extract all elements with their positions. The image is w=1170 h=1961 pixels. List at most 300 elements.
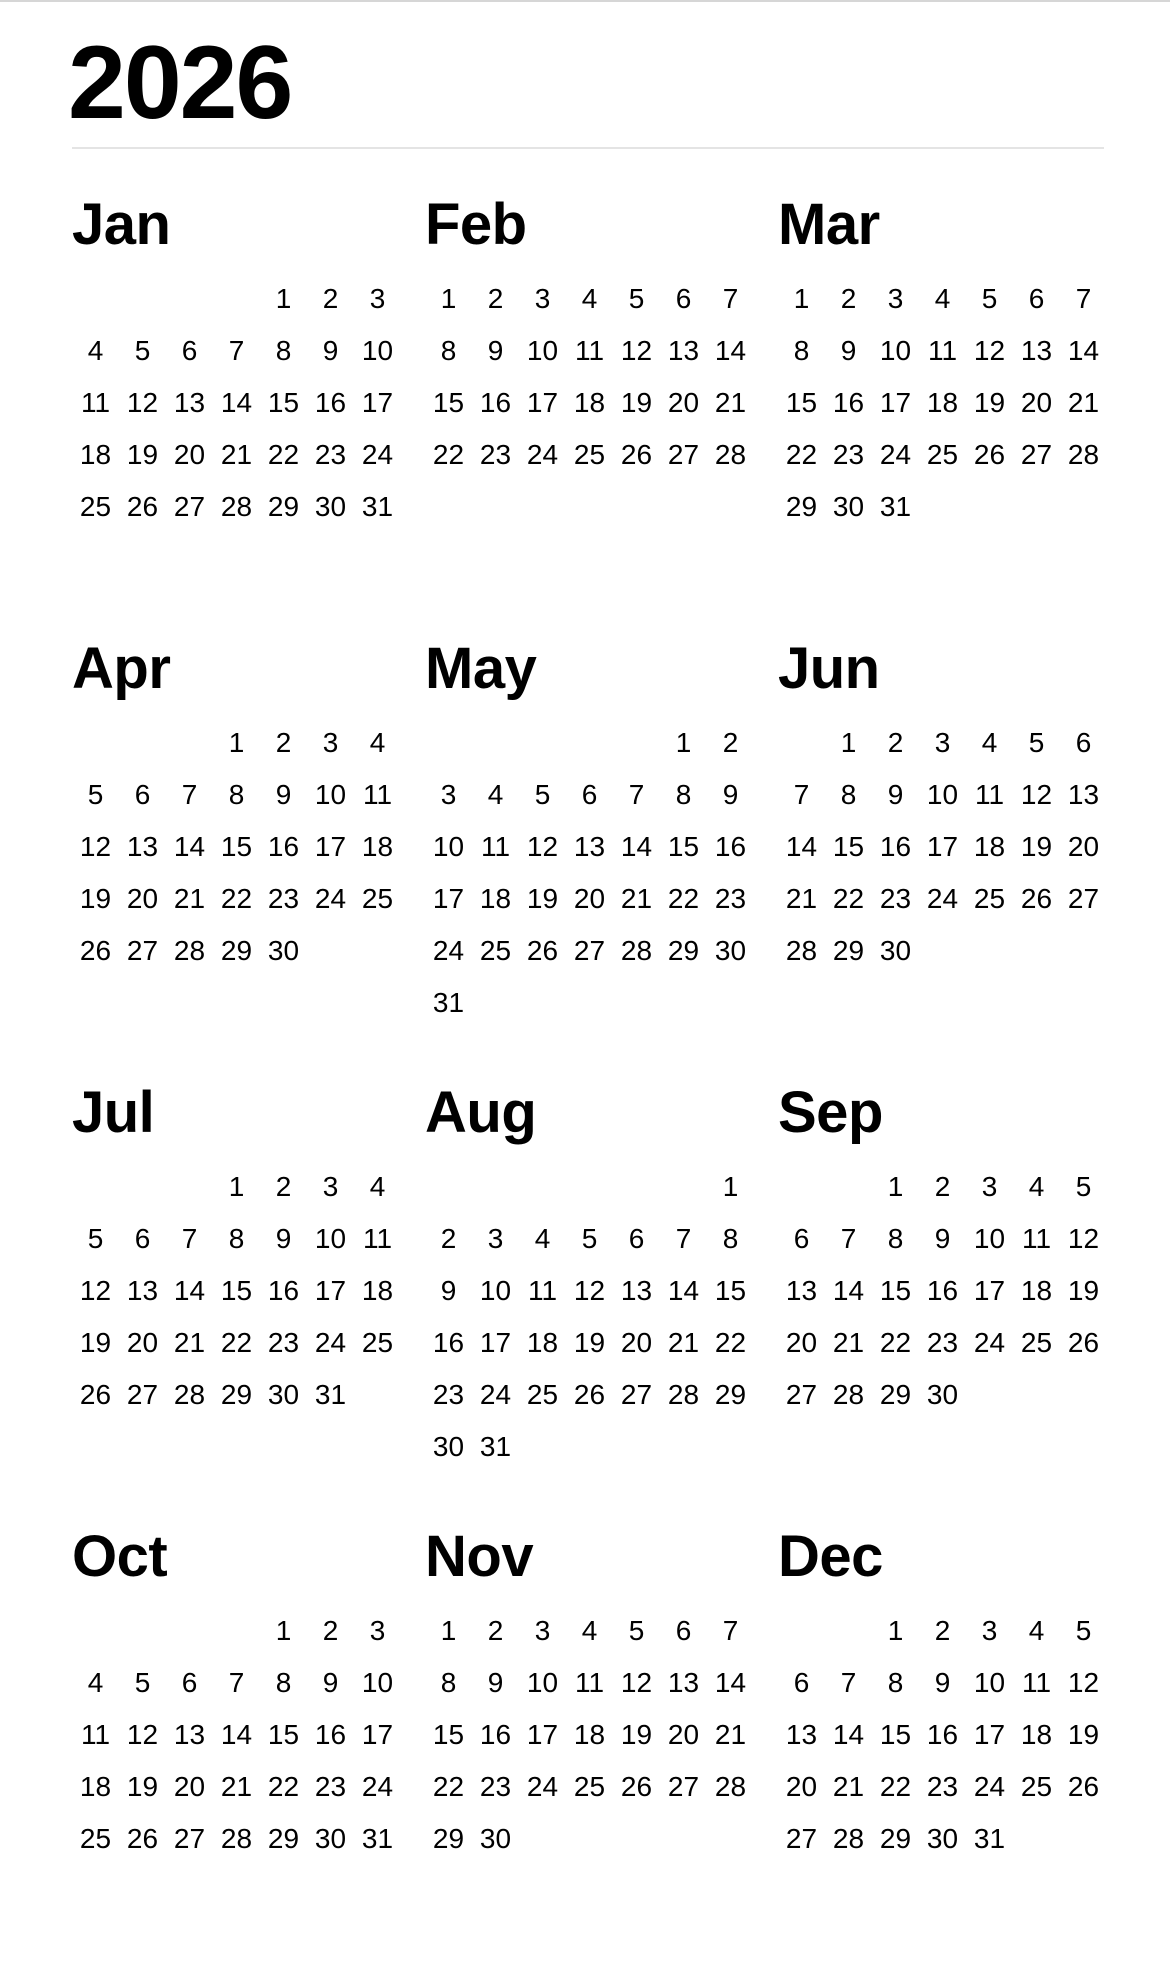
day-cell[interactable]: 30 (267, 1379, 300, 1410)
day-cell[interactable]: 8 (887, 1223, 904, 1254)
day-cell[interactable]: 24 (526, 439, 559, 470)
day-cell[interactable]: 6 (793, 1667, 810, 1698)
day-cell[interactable]: 6 (675, 1615, 692, 1646)
day-cell[interactable]: 30 (432, 1431, 465, 1462)
day-cell[interactable]: 13 (785, 1719, 818, 1750)
day-cell[interactable]: 30 (479, 1823, 512, 1854)
day-cell[interactable]: 22 (432, 439, 465, 470)
day-cell[interactable]: 23 (432, 1379, 465, 1410)
day-cell[interactable]: 15 (432, 387, 465, 418)
day-cell[interactable]: 9 (487, 335, 504, 366)
day-cell[interactable]: 23 (714, 883, 747, 914)
day-cell[interactable]: 29 (785, 491, 818, 522)
day-cell[interactable]: 5 (1028, 727, 1045, 758)
day-cell[interactable]: 5 (628, 283, 645, 314)
day-cell[interactable]: 19 (79, 883, 112, 914)
day-cell[interactable]: 20 (173, 439, 206, 470)
day-cell[interactable]: 26 (126, 491, 159, 522)
day-cell[interactable]: 7 (722, 1615, 739, 1646)
day-cell[interactable]: 29 (667, 935, 700, 966)
day-cell[interactable]: 24 (314, 883, 347, 914)
day-cell[interactable]: 20 (785, 1771, 818, 1802)
day-cell[interactable]: 2 (487, 283, 504, 314)
day-cell[interactable]: 8 (275, 1667, 292, 1698)
day-cell[interactable]: 24 (361, 439, 394, 470)
day-cell[interactable]: 20 (126, 883, 159, 914)
day-cell[interactable]: 3 (322, 727, 339, 758)
day-cell[interactable]: 22 (879, 1771, 912, 1802)
day-cell[interactable]: 21 (1067, 387, 1100, 418)
day-cell[interactable]: 16 (432, 1327, 465, 1358)
day-cell[interactable]: 17 (314, 1275, 347, 1306)
day-cell[interactable]: 5 (1075, 1171, 1092, 1202)
day-cell[interactable]: 6 (628, 1223, 645, 1254)
day-cell[interactable]: 12 (973, 335, 1006, 366)
day-cell[interactable]: 27 (785, 1823, 818, 1854)
day-cell[interactable]: 18 (1020, 1719, 1053, 1750)
month-may[interactable] (425, 629, 778, 1073)
day-cell[interactable]: 22 (832, 883, 865, 914)
day-cell[interactable]: 1 (722, 1171, 739, 1202)
day-cell[interactable]: 3 (534, 1615, 551, 1646)
day-cell[interactable]: 26 (1020, 883, 1053, 914)
day-cell[interactable]: 29 (267, 1823, 300, 1854)
day-cell[interactable]: 26 (973, 439, 1006, 470)
day-cell[interactable]: 25 (1020, 1771, 1053, 1802)
day-cell[interactable]: 9 (487, 1667, 504, 1698)
day-cell[interactable]: 22 (667, 883, 700, 914)
day-cell[interactable]: 19 (126, 439, 159, 470)
day-cell[interactable]: 3 (440, 779, 457, 810)
day-cell[interactable]: 6 (793, 1223, 810, 1254)
day-cell[interactable]: 11 (1021, 1667, 1052, 1698)
day-cell[interactable]: 21 (785, 883, 818, 914)
day-cell[interactable]: 4 (1028, 1171, 1045, 1202)
day-cell[interactable]: 11 (480, 831, 511, 862)
day-cell[interactable]: 15 (220, 831, 253, 862)
day-cell[interactable]: 19 (126, 1771, 159, 1802)
day-cell[interactable]: 27 (667, 1771, 700, 1802)
day-cell[interactable]: 19 (526, 883, 559, 914)
day-cell[interactable]: 29 (879, 1823, 912, 1854)
day-cell[interactable]: 12 (573, 1275, 606, 1306)
day-cell[interactable]: 19 (1020, 831, 1053, 862)
day-cell[interactable]: 18 (973, 831, 1006, 862)
day-cell[interactable]: 8 (840, 779, 857, 810)
day-cell[interactable]: 15 (220, 1275, 253, 1306)
day-cell[interactable]: 25 (573, 439, 606, 470)
day-cell[interactable]: 2 (934, 1615, 951, 1646)
day-cell[interactable]: 23 (926, 1771, 959, 1802)
day-cell[interactable]: 23 (267, 1327, 300, 1358)
day-cell[interactable]: 21 (714, 1719, 747, 1750)
day-cell[interactable]: 17 (479, 1327, 512, 1358)
day-cell[interactable]: 13 (667, 1667, 700, 1698)
day-cell[interactable]: 24 (526, 1771, 559, 1802)
day-cell[interactable]: 9 (887, 779, 904, 810)
day-cell[interactable]: 20 (667, 387, 700, 418)
day-cell[interactable]: 8 (793, 335, 810, 366)
day-cell[interactable]: 14 (785, 831, 818, 862)
day-cell[interactable]: 15 (879, 1719, 912, 1750)
day-cell[interactable]: 12 (79, 1275, 112, 1306)
day-cell[interactable]: 26 (620, 1771, 653, 1802)
day-cell[interactable]: 16 (267, 831, 300, 862)
day-cell[interactable]: 16 (926, 1275, 959, 1306)
day-cell[interactable]: 7 (628, 779, 645, 810)
day-cell[interactable]: 5 (1075, 1615, 1092, 1646)
day-cell[interactable]: 3 (369, 283, 386, 314)
day-cell[interactable]: 4 (87, 335, 104, 366)
day-cell[interactable]: 16 (832, 387, 865, 418)
day-cell[interactable]: 19 (620, 1719, 653, 1750)
day-cell[interactable]: 21 (220, 439, 253, 470)
day-cell[interactable]: 13 (126, 1275, 159, 1306)
day-cell[interactable]: 19 (973, 387, 1006, 418)
day-cell[interactable]: 14 (620, 831, 653, 862)
month-jan[interactable] (72, 185, 425, 629)
day-cell[interactable]: 13 (785, 1275, 818, 1306)
day-cell[interactable]: 21 (667, 1327, 700, 1358)
day-cell[interactable]: 28 (620, 935, 653, 966)
day-cell[interactable]: 28 (832, 1379, 865, 1410)
day-cell[interactable]: 10 (973, 1223, 1006, 1254)
day-cell[interactable]: 5 (628, 1615, 645, 1646)
day-cell[interactable]: 7 (181, 779, 198, 810)
day-cell[interactable]: 28 (714, 1771, 747, 1802)
day-cell[interactable]: 17 (432, 883, 465, 914)
day-cell[interactable]: 25 (361, 883, 394, 914)
day-cell[interactable]: 2 (887, 727, 904, 758)
day-cell[interactable]: 30 (879, 935, 912, 966)
day-cell[interactable]: 1 (840, 727, 857, 758)
day-cell[interactable]: 10 (361, 335, 394, 366)
day-cell[interactable]: 24 (926, 883, 959, 914)
day-cell[interactable]: 23 (314, 439, 347, 470)
day-cell[interactable]: 4 (369, 1171, 386, 1202)
day-cell[interactable]: 7 (228, 335, 245, 366)
month-oct[interactable] (72, 1517, 425, 1961)
day-cell[interactable]: 23 (479, 1771, 512, 1802)
day-cell[interactable]: 15 (714, 1275, 747, 1306)
day-cell[interactable]: 3 (981, 1615, 998, 1646)
day-cell[interactable]: 18 (926, 387, 959, 418)
day-cell[interactable]: 16 (479, 1719, 512, 1750)
day-cell[interactable]: 6 (1075, 727, 1092, 758)
day-cell[interactable]: 22 (714, 1327, 747, 1358)
day-cell[interactable]: 6 (1028, 283, 1045, 314)
day-cell[interactable]: 18 (573, 387, 606, 418)
day-cell[interactable]: 10 (432, 831, 465, 862)
day-cell[interactable]: 13 (1067, 779, 1100, 810)
day-cell[interactable]: 28 (1067, 439, 1100, 470)
day-cell[interactable]: 31 (314, 1379, 347, 1410)
day-cell[interactable]: 26 (526, 935, 559, 966)
day-cell[interactable]: 30 (314, 1823, 347, 1854)
day-cell[interactable]: 21 (832, 1771, 865, 1802)
day-cell[interactable]: 24 (432, 935, 465, 966)
month-feb[interactable] (425, 185, 778, 629)
day-cell[interactable]: 10 (479, 1275, 512, 1306)
day-cell[interactable]: 12 (126, 387, 159, 418)
day-cell[interactable]: 15 (267, 1719, 300, 1750)
day-cell[interactable]: 25 (573, 1771, 606, 1802)
day-cell[interactable]: 11 (80, 1719, 111, 1750)
day-cell[interactable]: 13 (173, 387, 206, 418)
day-cell[interactable]: 16 (879, 831, 912, 862)
day-cell[interactable]: 23 (879, 883, 912, 914)
day-cell[interactable]: 3 (487, 1223, 504, 1254)
day-cell[interactable]: 23 (832, 439, 865, 470)
day-cell[interactable]: 9 (275, 779, 292, 810)
month-nov[interactable] (425, 1517, 778, 1961)
day-cell[interactable]: 17 (926, 831, 959, 862)
day-cell[interactable]: 15 (832, 831, 865, 862)
day-cell[interactable]: 2 (440, 1223, 457, 1254)
day-cell[interactable]: 11 (80, 387, 111, 418)
day-cell[interactable]: 24 (479, 1379, 512, 1410)
day-cell[interactable]: 1 (793, 283, 810, 314)
day-cell[interactable]: 8 (228, 1223, 245, 1254)
day-cell[interactable]: 1 (440, 283, 457, 314)
day-cell[interactable]: 6 (181, 335, 198, 366)
day-cell[interactable]: 9 (934, 1667, 951, 1698)
day-cell[interactable]: 27 (573, 935, 606, 966)
day-cell[interactable]: 23 (314, 1771, 347, 1802)
day-cell[interactable]: 17 (361, 387, 394, 418)
day-cell[interactable]: 29 (220, 1379, 253, 1410)
day-cell[interactable]: 15 (267, 387, 300, 418)
day-cell[interactable]: 23 (267, 883, 300, 914)
day-cell[interactable]: 4 (1028, 1615, 1045, 1646)
day-cell[interactable]: 21 (620, 883, 653, 914)
day-cell[interactable]: 11 (362, 779, 393, 810)
day-cell[interactable]: 18 (361, 1275, 394, 1306)
month-jul[interactable] (72, 1073, 425, 1517)
day-cell[interactable]: 7 (840, 1223, 857, 1254)
day-cell[interactable]: 18 (79, 439, 112, 470)
day-cell[interactable]: 2 (487, 1615, 504, 1646)
day-cell[interactable]: 17 (973, 1719, 1006, 1750)
day-cell[interactable]: 18 (526, 1327, 559, 1358)
day-cell[interactable]: 15 (785, 387, 818, 418)
day-cell[interactable]: 11 (574, 1667, 605, 1698)
day-cell[interactable]: 29 (432, 1823, 465, 1854)
day-cell[interactable]: 2 (322, 1615, 339, 1646)
day-cell[interactable]: 1 (440, 1615, 457, 1646)
day-cell[interactable]: 6 (134, 1223, 151, 1254)
day-cell[interactable]: 8 (887, 1667, 904, 1698)
day-cell[interactable]: 9 (722, 779, 739, 810)
day-cell[interactable]: 10 (973, 1667, 1006, 1698)
day-cell[interactable]: 26 (620, 439, 653, 470)
day-cell[interactable]: 12 (1067, 1223, 1100, 1254)
day-cell[interactable]: 14 (714, 335, 747, 366)
month-aug[interactable] (425, 1073, 778, 1517)
day-cell[interactable]: 28 (785, 935, 818, 966)
day-cell[interactable]: 18 (79, 1771, 112, 1802)
day-cell[interactable]: 27 (126, 935, 159, 966)
day-cell[interactable]: 29 (267, 491, 300, 522)
day-cell[interactable]: 13 (573, 831, 606, 862)
day-cell[interactable]: 10 (526, 335, 559, 366)
month-dec[interactable] (778, 1517, 1131, 1961)
day-cell[interactable]: 17 (314, 831, 347, 862)
day-cell[interactable]: 19 (1067, 1275, 1100, 1306)
day-cell[interactable]: 26 (1067, 1771, 1100, 1802)
day-cell[interactable]: 10 (526, 1667, 559, 1698)
day-cell[interactable]: 14 (220, 387, 253, 418)
day-cell[interactable]: 31 (432, 987, 465, 1018)
day-cell[interactable]: 20 (1067, 831, 1100, 862)
month-apr[interactable] (72, 629, 425, 1073)
day-cell[interactable]: 16 (714, 831, 747, 862)
day-cell[interactable]: 16 (267, 1275, 300, 1306)
day-cell[interactable]: 10 (361, 1667, 394, 1698)
day-cell[interactable]: 25 (479, 935, 512, 966)
day-cell[interactable]: 18 (573, 1719, 606, 1750)
day-cell[interactable]: 13 (126, 831, 159, 862)
day-cell[interactable]: 2 (275, 1171, 292, 1202)
day-cell[interactable]: 1 (887, 1615, 904, 1646)
day-cell[interactable]: 17 (973, 1275, 1006, 1306)
day-cell[interactable]: 22 (220, 883, 253, 914)
day-cell[interactable]: 22 (785, 439, 818, 470)
day-cell[interactable]: 24 (973, 1771, 1006, 1802)
day-cell[interactable]: 19 (573, 1327, 606, 1358)
day-cell[interactable]: 30 (832, 491, 865, 522)
day-cell[interactable]: 14 (1067, 335, 1100, 366)
day-cell[interactable]: 5 (87, 779, 104, 810)
month-mar[interactable] (778, 185, 1131, 629)
day-cell[interactable]: 7 (793, 779, 810, 810)
day-cell[interactable]: 29 (714, 1379, 747, 1410)
day-cell[interactable]: 1 (228, 1171, 245, 1202)
day-cell[interactable]: 4 (534, 1223, 551, 1254)
day-cell[interactable]: 7 (181, 1223, 198, 1254)
month-sep[interactable] (778, 1073, 1131, 1517)
day-cell[interactable]: 31 (879, 491, 912, 522)
day-cell[interactable]: 12 (126, 1719, 159, 1750)
day-cell[interactable]: 2 (840, 283, 857, 314)
day-cell[interactable]: 12 (526, 831, 559, 862)
day-cell[interactable]: 9 (934, 1223, 951, 1254)
day-cell[interactable]: 25 (926, 439, 959, 470)
day-cell[interactable]: 9 (840, 335, 857, 366)
day-cell[interactable]: 8 (440, 1667, 457, 1698)
day-cell[interactable]: 20 (785, 1327, 818, 1358)
day-cell[interactable]: 26 (79, 935, 112, 966)
day-cell[interactable]: 16 (314, 1719, 347, 1750)
day-cell[interactable]: 11 (574, 335, 605, 366)
day-cell[interactable]: 14 (667, 1275, 700, 1306)
day-cell[interactable]: 9 (275, 1223, 292, 1254)
day-cell[interactable]: 3 (534, 283, 551, 314)
day-cell[interactable]: 7 (722, 283, 739, 314)
day-cell[interactable]: 10 (926, 779, 959, 810)
day-cell[interactable]: 3 (981, 1171, 998, 1202)
day-cell[interactable]: 29 (832, 935, 865, 966)
day-cell[interactable]: 27 (173, 491, 206, 522)
day-cell[interactable]: 26 (573, 1379, 606, 1410)
day-cell[interactable]: 19 (1067, 1719, 1100, 1750)
day-cell[interactable]: 14 (173, 831, 206, 862)
day-cell[interactable]: 3 (934, 727, 951, 758)
day-cell[interactable]: 22 (879, 1327, 912, 1358)
day-cell[interactable]: 22 (267, 439, 300, 470)
day-cell[interactable]: 22 (220, 1327, 253, 1358)
day-cell[interactable]: 6 (581, 779, 598, 810)
day-cell[interactable]: 13 (173, 1719, 206, 1750)
day-cell[interactable]: 26 (79, 1379, 112, 1410)
day-cell[interactable]: 22 (267, 1771, 300, 1802)
day-cell[interactable]: 14 (173, 1275, 206, 1306)
day-cell[interactable]: 4 (581, 1615, 598, 1646)
day-cell[interactable]: 10 (314, 779, 347, 810)
day-cell[interactable]: 17 (526, 1719, 559, 1750)
day-cell[interactable]: 9 (440, 1275, 457, 1306)
day-cell[interactable]: 7 (1075, 283, 1092, 314)
day-cell[interactable]: 21 (173, 1327, 206, 1358)
day-cell[interactable]: 14 (714, 1667, 747, 1698)
day-cell[interactable]: 1 (887, 1171, 904, 1202)
day-cell[interactable]: 16 (314, 387, 347, 418)
day-cell[interactable]: 10 (879, 335, 912, 366)
day-cell[interactable]: 5 (534, 779, 551, 810)
day-cell[interactable]: 4 (581, 283, 598, 314)
day-cell[interactable]: 20 (126, 1327, 159, 1358)
day-cell[interactable]: 1 (228, 727, 245, 758)
day-cell[interactable]: 26 (126, 1823, 159, 1854)
day-cell[interactable]: 17 (361, 1719, 394, 1750)
day-cell[interactable]: 25 (361, 1327, 394, 1358)
day-cell[interactable]: 9 (322, 335, 339, 366)
month-jun[interactable] (778, 629, 1131, 1073)
day-cell[interactable]: 3 (369, 1615, 386, 1646)
day-cell[interactable]: 1 (675, 727, 692, 758)
day-cell[interactable]: 3 (322, 1171, 339, 1202)
day-cell[interactable]: 8 (228, 779, 245, 810)
day-cell[interactable]: 28 (173, 1379, 206, 1410)
day-cell[interactable]: 8 (722, 1223, 739, 1254)
day-cell[interactable]: 14 (220, 1719, 253, 1750)
day-cell[interactable]: 17 (526, 387, 559, 418)
day-cell[interactable]: 2 (275, 727, 292, 758)
day-cell[interactable]: 23 (926, 1327, 959, 1358)
day-cell[interactable]: 10 (314, 1223, 347, 1254)
day-cell[interactable]: 24 (314, 1327, 347, 1358)
day-cell[interactable]: 11 (927, 335, 958, 366)
day-cell[interactable]: 12 (620, 1667, 653, 1698)
day-cell[interactable]: 8 (675, 779, 692, 810)
day-cell[interactable]: 12 (1067, 1667, 1100, 1698)
day-cell[interactable]: 15 (879, 1275, 912, 1306)
day-cell[interactable]: 21 (714, 387, 747, 418)
day-cell[interactable]: 21 (220, 1771, 253, 1802)
day-cell[interactable]: 27 (1020, 439, 1053, 470)
day-cell[interactable]: 25 (79, 1823, 112, 1854)
day-cell[interactable]: 28 (714, 439, 747, 470)
day-cell[interactable]: 4 (981, 727, 998, 758)
day-cell[interactable]: 16 (926, 1719, 959, 1750)
day-cell[interactable]: 27 (785, 1379, 818, 1410)
day-cell[interactable]: 7 (228, 1667, 245, 1698)
day-cell[interactable]: 12 (620, 335, 653, 366)
day-cell[interactable]: 26 (1067, 1327, 1100, 1358)
day-cell[interactable]: 5 (134, 1667, 151, 1698)
day-cell[interactable]: 17 (879, 387, 912, 418)
day-cell[interactable]: 4 (369, 727, 386, 758)
